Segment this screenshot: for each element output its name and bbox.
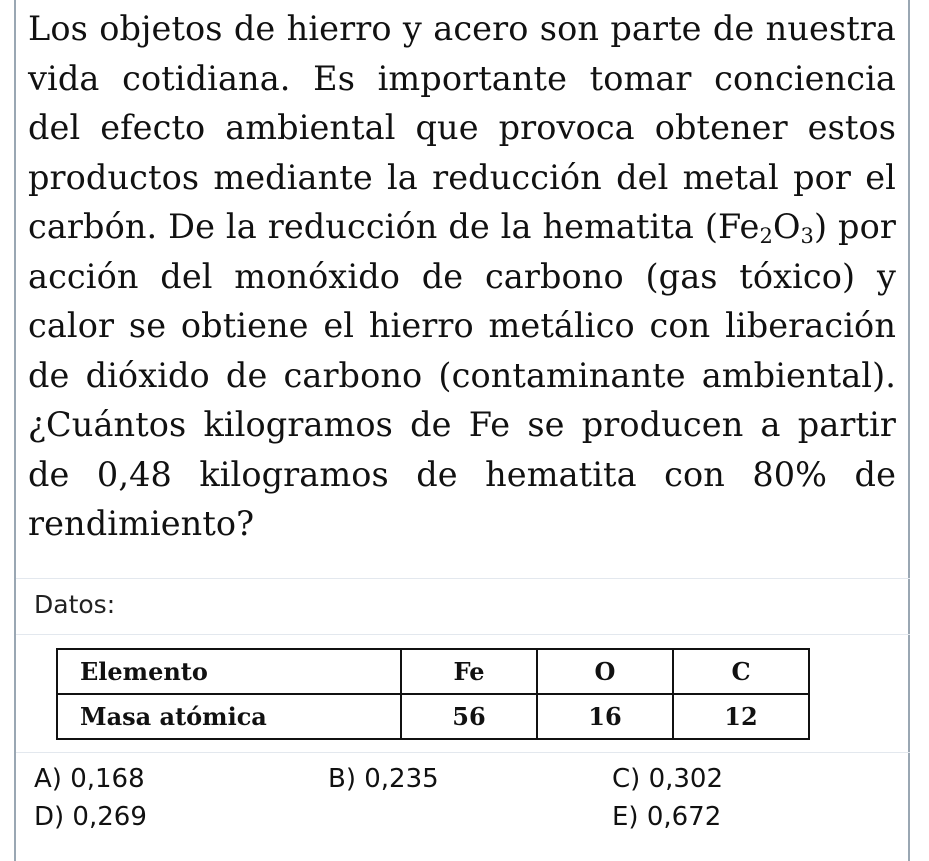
- grid-line: [16, 578, 910, 579]
- problem-statement: Los objetos de hierro y acero son parte de nuestra vida cotidiana. Es importante tomar conciencia del efecto ambiental que provoca obtener estos productos mediante la reducción del metal por el carbón. De la reducción de la hematita $(Fe_2O_3)$ por acción del monóxido de carbono (gas tóxico) y calor se obtiene el hierro metálico con liberación de dióxido de carbono (contaminante ambiental). ¿Cuántos kilogramos de Fe se producen a partir de 0,48 kilogramos de hematita con 80% de rendimiento?: [28, 9, 896, 543]
- grid-line: [16, 634, 910, 635]
- table-cell-mass: 12: [673, 694, 809, 739]
- table-row-label: Masa atómica: [57, 694, 401, 739]
- option-a[interactable]: A) 0,168: [34, 764, 145, 794]
- option-e[interactable]: E) 0,672: [612, 802, 722, 832]
- table-row: [57, 694, 809, 739]
- option-c[interactable]: C) 0,302: [612, 764, 723, 794]
- table-cell-mass: 16: [537, 694, 673, 739]
- table-cell-mass: 56: [401, 694, 537, 739]
- subscript-2: 2: [759, 224, 773, 248]
- table-row: [57, 649, 809, 694]
- table-header-label: Elemento: [57, 649, 401, 694]
- grid-line: [16, 752, 910, 753]
- option-b[interactable]: B) 0,235: [328, 764, 439, 794]
- subscript-3: 3: [800, 224, 814, 248]
- table-cell-element: O: [537, 649, 673, 694]
- option-d[interactable]: D) 0,269: [34, 802, 147, 832]
- table-cell-element: C: [673, 649, 809, 694]
- atomic-mass-table: [56, 648, 810, 740]
- datos-label: Datos:: [34, 590, 116, 619]
- table-cell-element: Fe: [401, 649, 537, 694]
